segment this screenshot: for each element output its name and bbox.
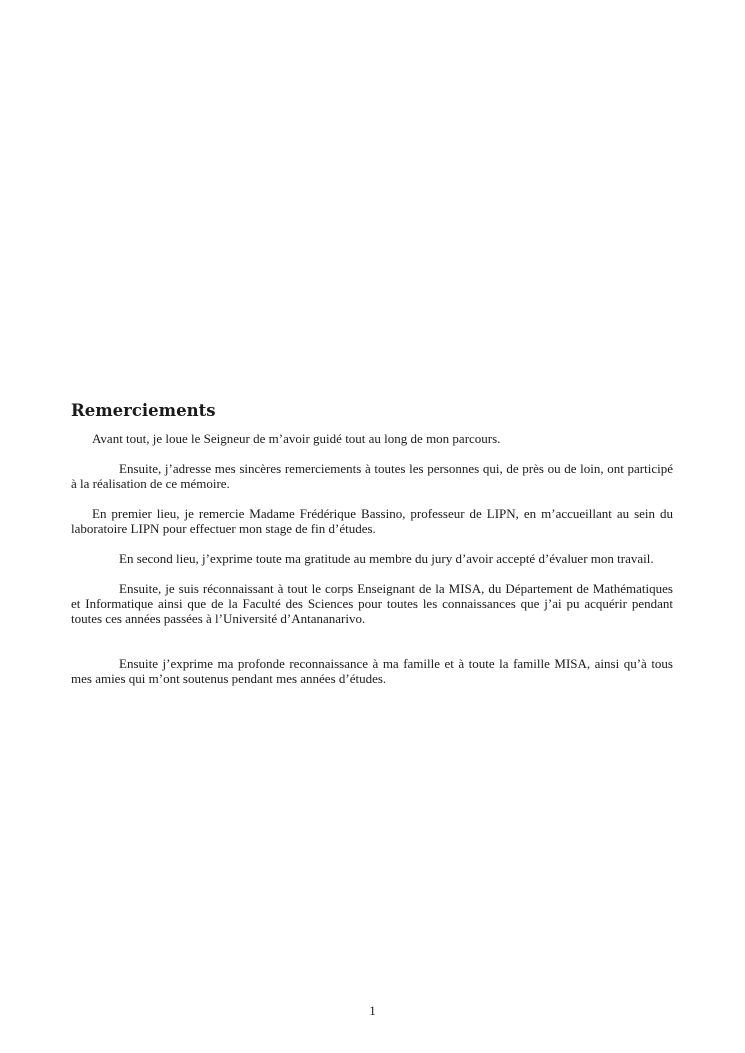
paragraph-3: En premier lieu, je remercie Madame Frédérique Bassino, professeur de LIPN, en m’accueillant au sein du laboratoire LIPN pour effectuer mon stage de fin d’études. (71, 506, 673, 536)
page-content (71, 401, 673, 686)
paragraph-1: Avant tout, je loue le Seigneur de m’avoir guidé tout au long de mon parcours. (92, 431, 501, 446)
paragraph-2: Ensuite, j’adresse mes sincères remerciements à toutes les personnes qui, de près ou de loin, ont participé à la réalisation de ce mémoire. (71, 461, 673, 491)
page-number: 1 (369, 1003, 376, 1018)
paragraph-6: Ensuite j’exprime ma profonde reconnaissance à ma famille et à toute la famille MISA, ainsi qu’à tous mes amies qui m’ont soutenus pendant mes années d’études. (71, 656, 673, 686)
section-heading: Remerciements (71, 401, 216, 420)
paragraph-5: Ensuite, je suis réconnaissant à tout le corps Enseignant de la MISA, du Département de Mathématiques et Informatique ainsi que de la Faculté des Sciences pour toutes les connaissances que j’ai pu acquérir pendant toutes ces années passées à l’Université d’Antananarivo. (71, 581, 673, 626)
paragraph-4: En second lieu, j’exprime toute ma gratitude au membre du jury d’avoir accepté d’évaluer mon travail. (119, 551, 654, 566)
